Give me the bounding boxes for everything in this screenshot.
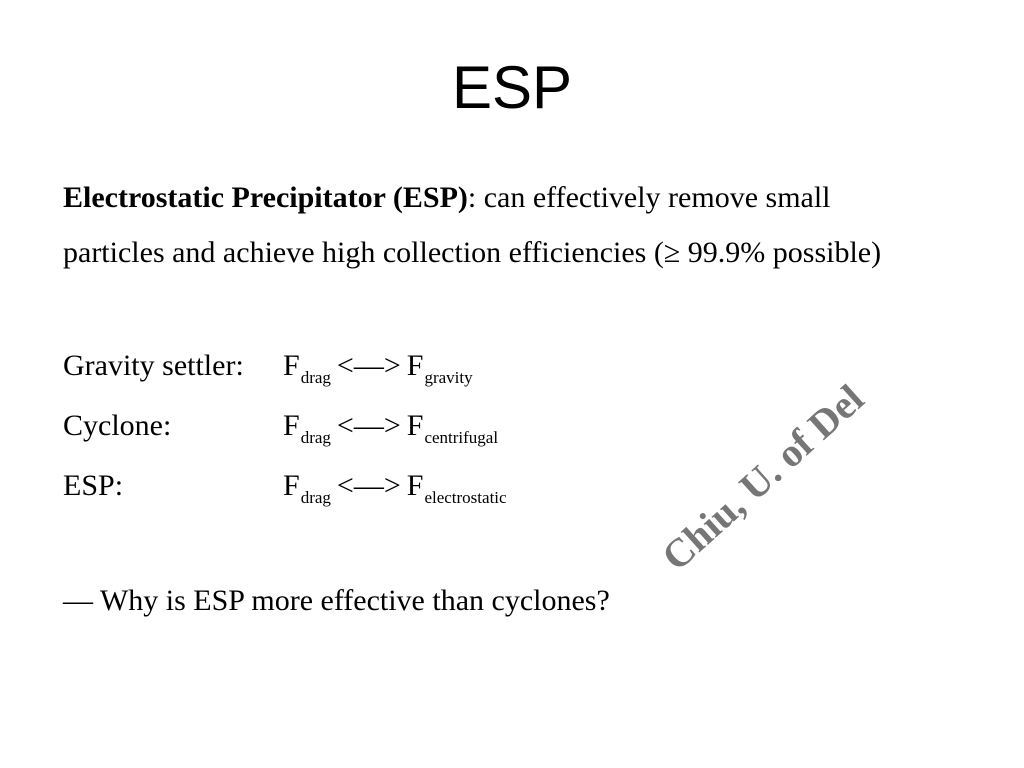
force-right-subscript: centrifugal: [424, 428, 499, 447]
force-right-symbol: F: [406, 349, 424, 382]
slide-title: ESP: [451, 54, 573, 121]
force-arrow: <—>: [336, 469, 401, 502]
force-right-subscript: gravity: [424, 368, 473, 387]
force-right-symbol: F: [406, 469, 424, 502]
force-row-label: Gravity settler:: [63, 349, 244, 382]
intro-term: Electrostatic Precipitator (ESP): [63, 181, 468, 214]
force-left-subscript: drag: [300, 368, 331, 387]
force-left-symbol: F: [283, 349, 300, 382]
force-row-label: Cyclone:: [63, 409, 172, 442]
force-row-label: ESP:: [63, 469, 124, 502]
force-arrow: <—>: [336, 349, 401, 382]
discussion-question: — Why is ESP more effective than cyclones?: [63, 584, 610, 617]
intro-line-2: particles and achieve high collection efficiencies (≥ 99.9% possible): [63, 236, 882, 269]
force-equation: [283, 469, 507, 507]
force-arrow: <—>: [336, 409, 401, 442]
author-watermark: Chiu, U. of Del: [652, 375, 873, 580]
force-left-symbol: F: [283, 409, 300, 442]
force-equation: [283, 349, 473, 387]
force-right-subscript: electrostatic: [424, 488, 507, 507]
intro-line-1-rest: : can effectively remove small: [467, 181, 831, 214]
intro-line-1: [63, 183, 831, 213]
force-left-subscript: drag: [300, 428, 331, 447]
force-left-subscript: drag: [300, 488, 331, 507]
force-equation: [283, 409, 499, 447]
force-right-symbol: F: [406, 409, 424, 442]
force-left-symbol: F: [283, 469, 300, 502]
